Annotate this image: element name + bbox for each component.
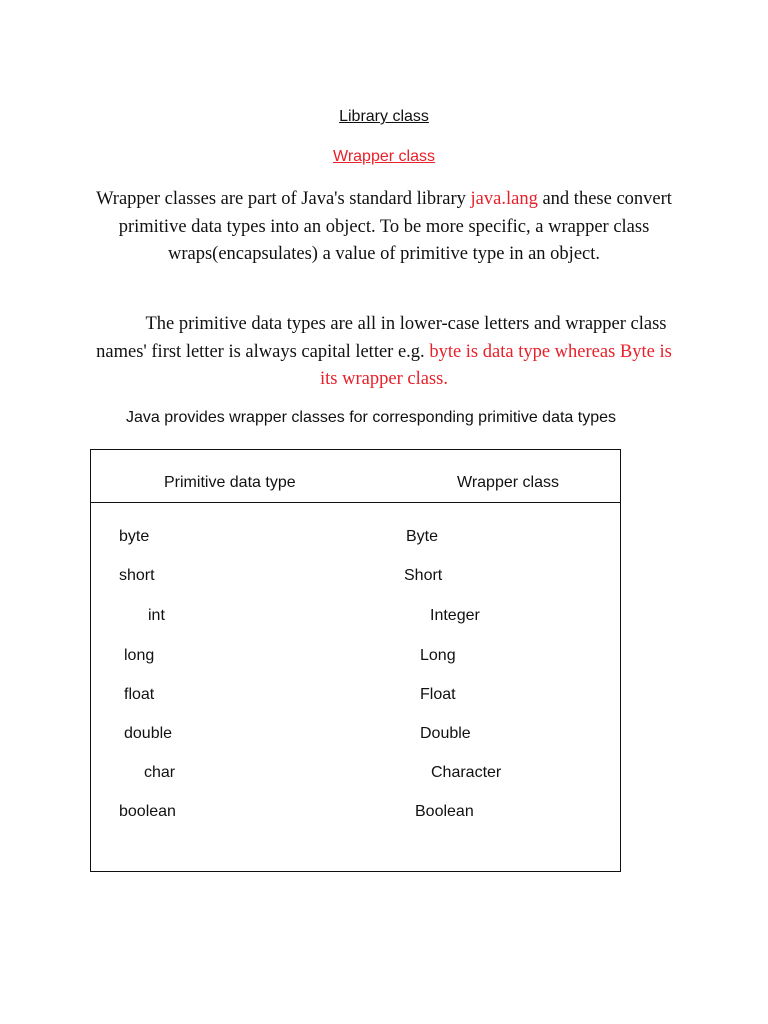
paragraph-2-text-start: The primitive data types are all in lower-case letters and wrapper class names' first letter is always capital letter e.g. xyxy=(96,314,667,362)
page-title: Library class xyxy=(339,108,429,125)
paragraph-wrapper-definition xyxy=(96,186,672,269)
paragraph-1-text-end: and these convert primitive data types into an object. To be more specific, a wrapper class wraps(encapsulates) a value of primitive type in an object. xyxy=(118,189,672,264)
table-cell-wrapper: Boolean xyxy=(415,803,474,820)
table-header-divider xyxy=(91,502,620,503)
table-cell-primitive: double xyxy=(124,725,173,742)
table-intro: Java provides wrapper classes for corresponding primitive data types xyxy=(126,409,617,426)
paragraph-1-highlight: java.lang xyxy=(470,189,538,209)
table-cell-wrapper: Character xyxy=(431,764,502,781)
table-cell-wrapper: Byte xyxy=(406,528,439,545)
table-cell-wrapper: Long xyxy=(420,647,456,664)
table-cell-primitive: boolean xyxy=(119,803,176,820)
table-cell-primitive: byte xyxy=(119,528,150,545)
table-cell-primitive: char xyxy=(144,764,176,781)
table-cell-wrapper: Float xyxy=(420,686,456,703)
paragraph-naming-convention xyxy=(96,311,672,394)
table-cell-wrapper: Double xyxy=(420,725,471,742)
paragraph-1-text-start: Wrapper classes are part of Java's standard library xyxy=(96,189,471,209)
section-subtitle: Wrapper class xyxy=(333,148,435,165)
table-cell-wrapper: Short xyxy=(404,567,443,584)
paragraph-2-highlight: byte is data type whereas Byte is its wrapper class. xyxy=(320,341,672,389)
table-cell-wrapper: Integer xyxy=(430,607,480,624)
table-header-wrapper: Wrapper class xyxy=(457,474,559,491)
table-cell-primitive: int xyxy=(148,607,165,624)
wrapper-class-table xyxy=(90,449,621,872)
table-cell-primitive: float xyxy=(124,686,155,703)
table-header-primitive: Primitive data type xyxy=(164,474,296,491)
table-cell-primitive: long xyxy=(124,647,155,664)
table-cell-primitive: short xyxy=(119,567,155,584)
